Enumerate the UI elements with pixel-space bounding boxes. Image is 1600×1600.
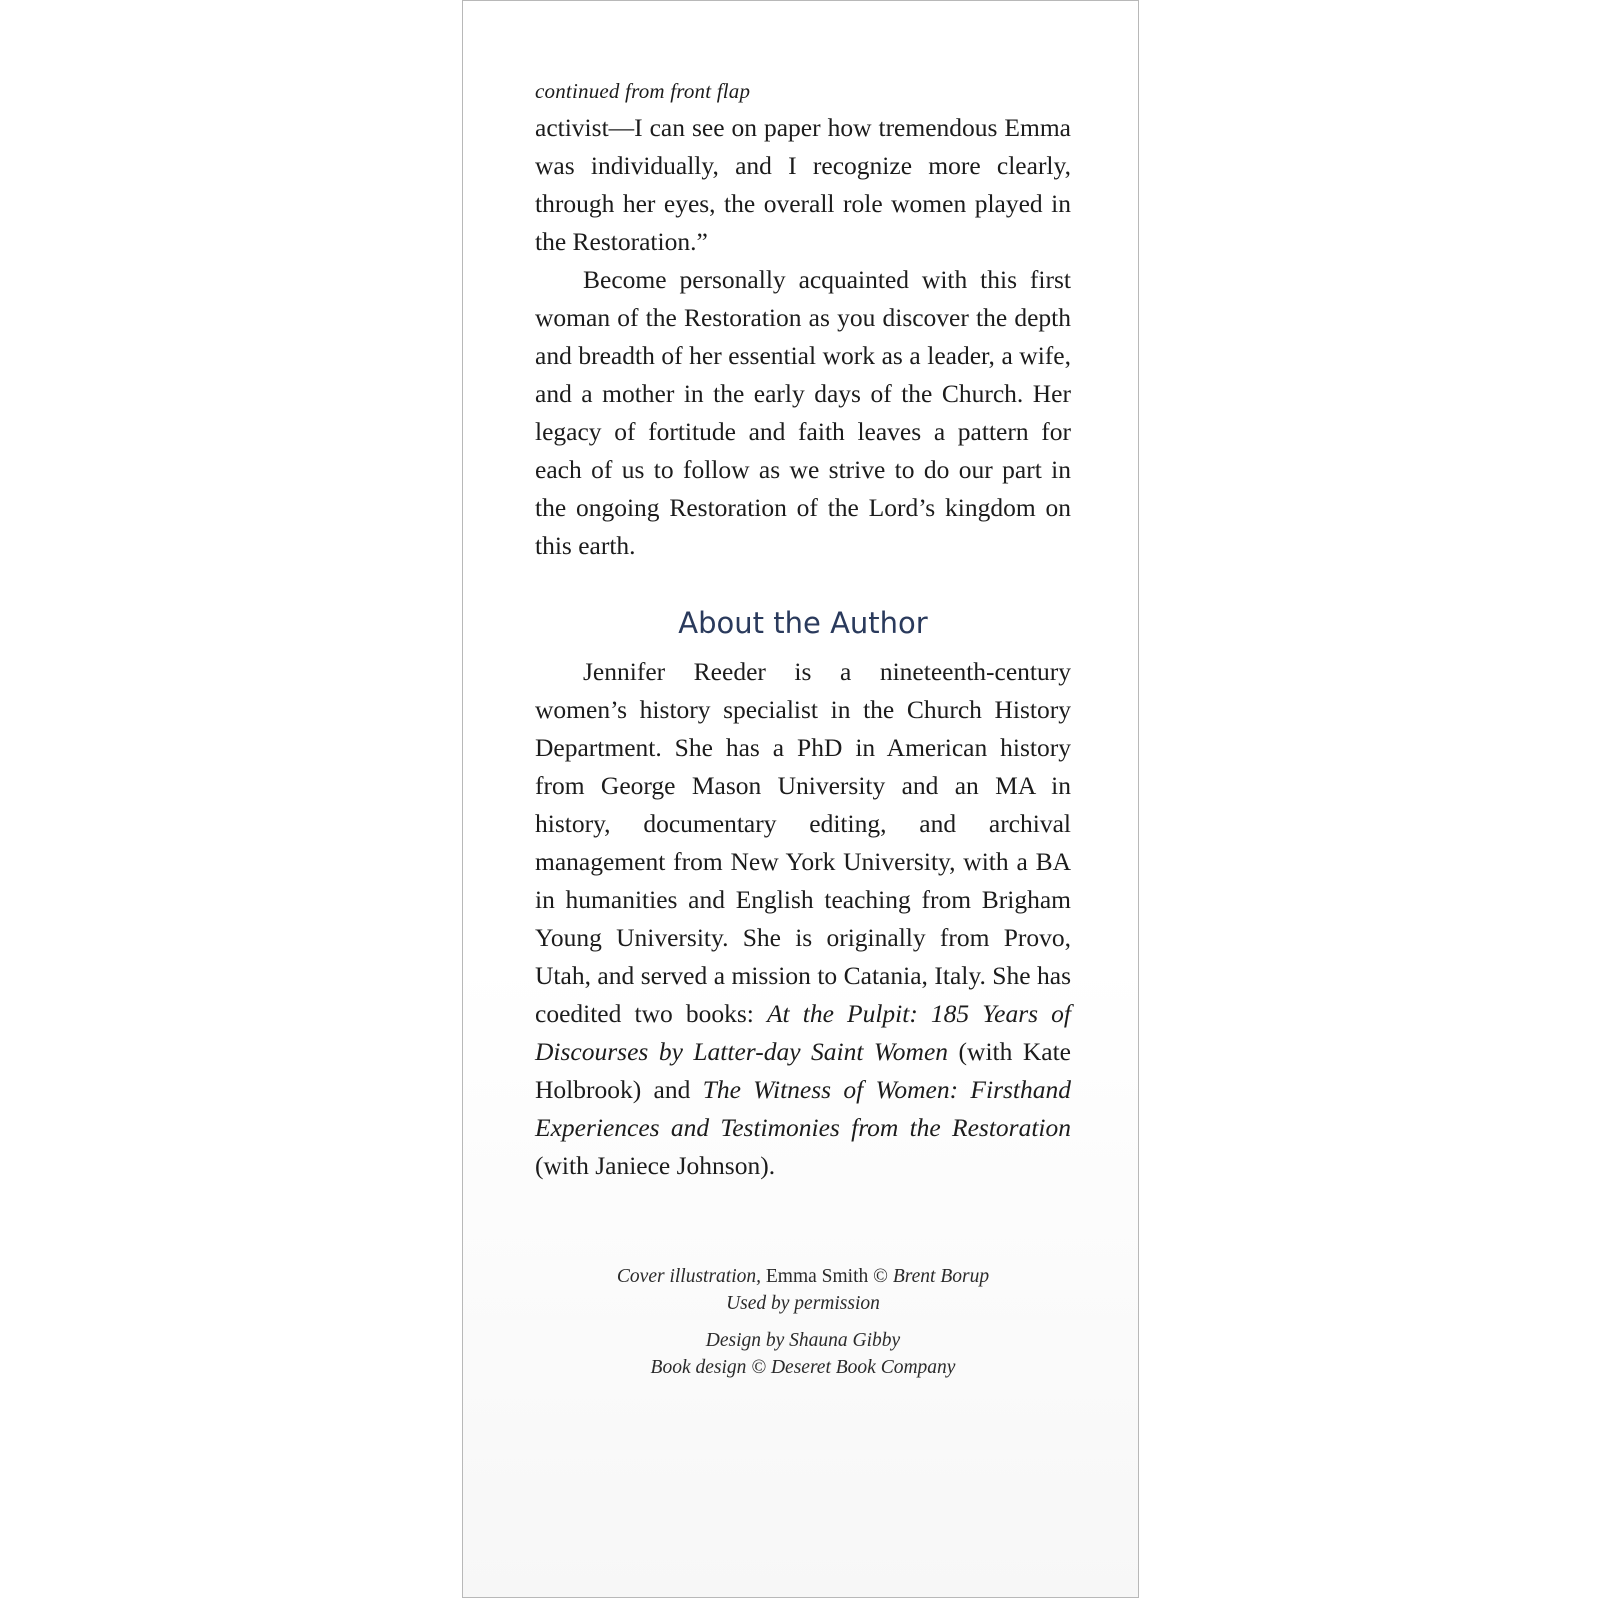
cover-credit-work: Emma Smith © <box>765 1266 888 1287</box>
permission-note: Used by permission <box>726 1293 880 1314</box>
book-note-1: (with Kate Holbrook) and <box>535 1037 1071 1104</box>
back-flap-page <box>462 0 1139 1598</box>
author-bio-text: Jennifer Reeder is a nineteenth-century women’s history specialist in the Church History Department. She has a PhD in American history from George Mason University and an MA in history, documentary editing, and archival management from New York University, with a BA in humanities and English teaching from Brigham Young University. She is originally from Provo, Utah, and served a mission to Catania, Italy. She has coedited two books: <box>535 657 1071 1028</box>
credits-block <box>535 1263 1071 1381</box>
cover-credit-artist: Brent Borup <box>892 1266 990 1287</box>
intro-paragraph-end: activist—I can see on paper how tremendous Emma was individually, and I recognize more clearly, through her eyes, the overall role women played in the Restoration.” <box>535 113 1071 256</box>
flap-content <box>535 73 1071 1381</box>
intro-paragraph: Become personally acquainted with this first woman of the Restoration as you discover the depth and breadth of her essential work as a leader, a wife, and a mother in the early days of the Church. Her legacy of fortitude and faith leaves a pattern for each of us to follow as we strive to do our part in the ongoing Restoration of the Lord’s kingdom on this earth. <box>535 265 1071 560</box>
book-title-1: At the Pulpit: 185 Years of Discourses by Latter-day Saint Women <box>535 999 1071 1066</box>
designer-credit: Design by Shauna Gibby <box>705 1330 901 1351</box>
design-credits <box>535 1327 1071 1381</box>
cover-credit-label: Cover illustration, <box>616 1266 762 1287</box>
about-author-heading: About the Author <box>678 606 928 640</box>
author-bio <box>535 653 1071 1185</box>
continued-note: continued from front flap <box>535 79 751 103</box>
cover-credit <box>535 1263 1071 1290</box>
book-note-2: (with Janiece Johnson). <box>535 1151 776 1180</box>
book-design-credit: Book design © Deseret Book Company <box>650 1357 956 1378</box>
book-title-2: The Witness of Women: Firsthand Experiences and Testimonies from the Restoration <box>535 1075 1071 1142</box>
